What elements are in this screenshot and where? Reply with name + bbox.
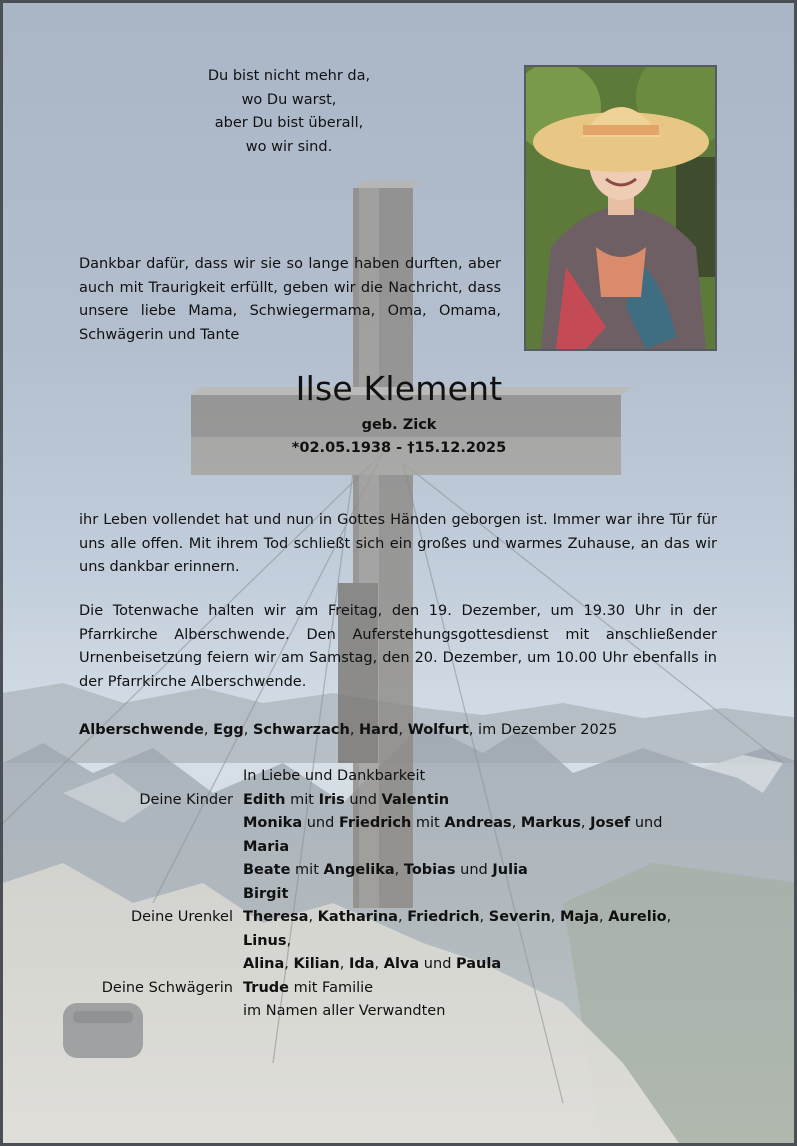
separator: , (349, 722, 360, 738)
family-row (3, 765, 797, 789)
places-line (79, 719, 719, 743)
place: Egg (213, 722, 244, 738)
children-label: Deine Kinder (139, 791, 233, 808)
children-line: Beate mit Angelika, Tobias und Julia (243, 862, 528, 878)
deceased-name: Ilse Klement (295, 369, 503, 408)
family-row (3, 812, 797, 859)
family-row (3, 977, 797, 1001)
great-grandchildren-line: Theresa, Katharina, Friedrich, Severin, Maja, Aurelio, Linus, (243, 909, 672, 949)
closing-line: im Namen aller Verwandten (243, 1003, 446, 1019)
maiden-name: geb. Zick (361, 417, 437, 433)
place: Schwarzach (252, 722, 350, 738)
place: Wolfurt (407, 722, 469, 738)
family-list (3, 765, 797, 1024)
memorial-paragraph: ihr Leben vollendet hat und nun in Gottes Händen geborgen ist. Immer war ihre Tür für uns alle offen. Mit ihrem Tod schließt sich ein großes und warmes Zuhause, an das wir uns dankbar erinnern. (79, 512, 717, 575)
great-grandchildren-label: Deine Urenkel (130, 909, 233, 925)
family-row (3, 883, 797, 907)
portrait-photo (524, 65, 717, 351)
children-line: Monika und Friedrich mit Andreas, Markus, Josef und Maria (243, 815, 663, 855)
family-row (3, 859, 797, 883)
poem-line: Du bist nicht mehr da, (207, 68, 371, 84)
place: Alberschwende (79, 722, 204, 738)
poem (173, 65, 405, 159)
intro-text: Dankbar dafür, dass wir sie so lange haben durften, aber auch mit Traurigkeit erfüllt, geben wir die Nachricht, dass unsere liebe Mama, Schwiegermama, Oma, Omama, Schwägerin und Tante (79, 256, 501, 343)
sister-in-law-line: Trude mit Familie (243, 979, 374, 996)
family-row (3, 906, 797, 953)
portrait-image (526, 67, 715, 349)
children-line: Birgit (243, 885, 289, 902)
sister-in-law-label: Deine Schwägerin (101, 979, 233, 996)
children-line: Edith mit Iris und Valentin (243, 791, 450, 808)
date-line: , im Dezember 2025 (468, 722, 618, 738)
separator: , (203, 722, 214, 738)
family-row (3, 789, 797, 813)
place: Hard (359, 722, 399, 738)
family-row (3, 953, 797, 977)
poem-line: wo Du warst, (241, 91, 337, 108)
separator: , (243, 722, 253, 738)
poem-line: aber Du bist überall, (214, 115, 364, 131)
great-grandchildren-line: Alina, Kilian, Ida, Alva und Paula (243, 956, 502, 972)
poem-line: wo wir sind. (245, 138, 333, 155)
life-dates: *02.05.1938 - †15.12.2025 (291, 440, 507, 456)
separator: , (398, 722, 408, 738)
family-row (3, 1000, 797, 1024)
greeting: In Liebe und Dankbarkeit (243, 768, 426, 784)
funeral-details: Die Totenwache halten wir am Freitag, den 19. Dezember, um 19.30 Uhr in der Pfarrkirche Alberschwende. Den Auferstehungsgottesdienst mit anschließender Urnenbeisetzung feiern wir am Samstag, den 20. Dezember, um 10.00 Uhr ebenfalls in der Pfarrkirche Alberschwende. (79, 603, 717, 690)
